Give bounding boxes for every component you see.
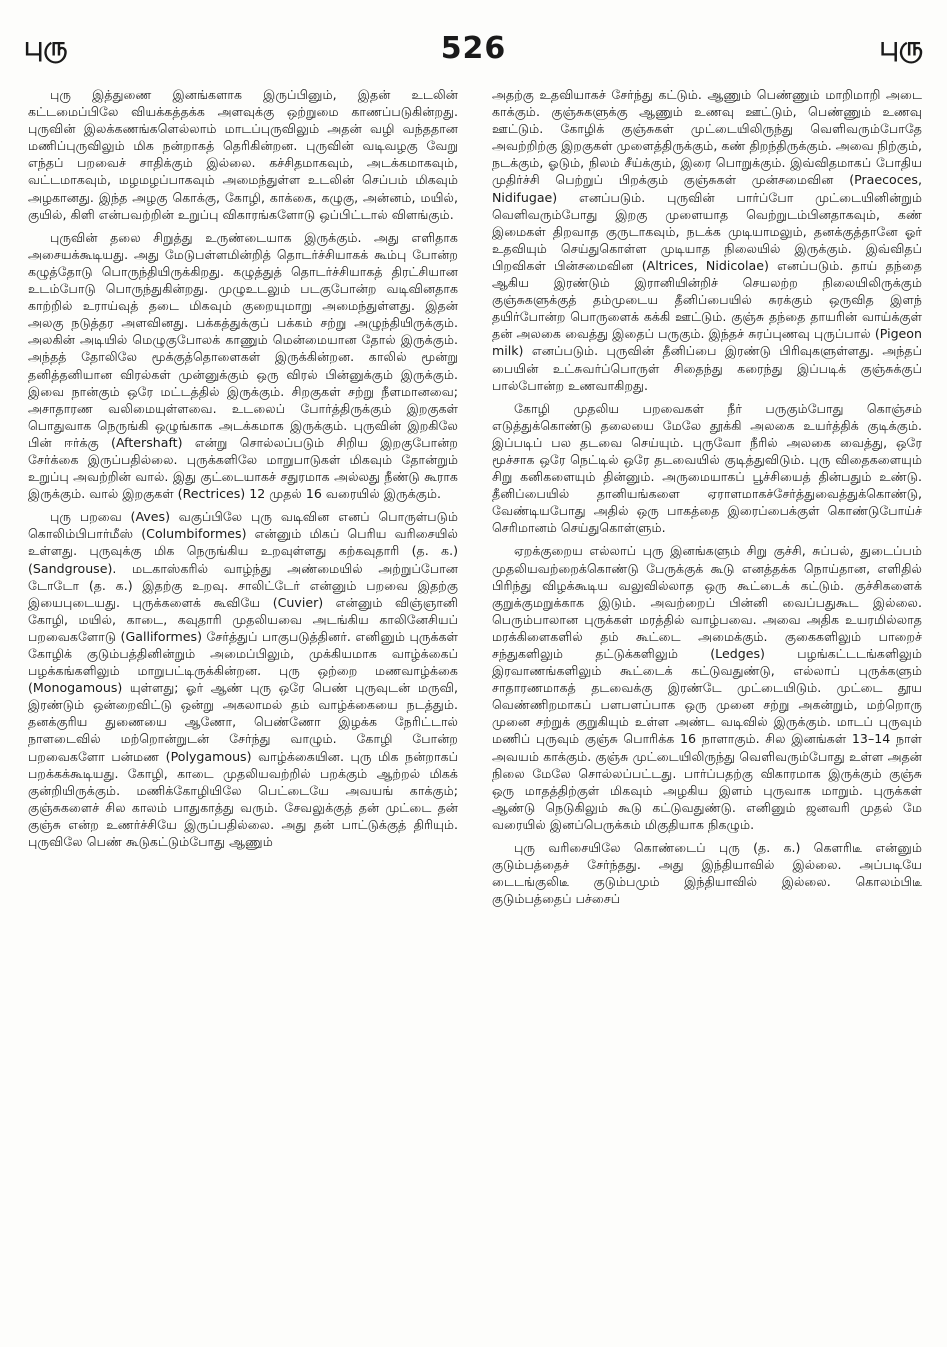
guide-word-right: புரு: [879, 31, 923, 62]
guide-word-left: புரு: [24, 31, 68, 62]
paragraph: கோழி முதலிய பறவைகள் நீர் பருகும்போது கொஞ்சம் எடுத்துக்கொண்டு தலையை மேலே தூக்கி அலகை உயர்த்திக் குடிக்கும். இப்படிப் பல தடவை செய்யும். புருவோ நீரில் அலகை வைத்து, ஒரே மூச்சாக ஒரே நெட்டில் ஒரே தடவையில் குடித்துவிடும். புரு விதைகளையும் சிறு கனிகளையும் தின்னும். அருமையாகப் பூச்சியைத் தின்பதும் உண்டு. தீனிப்பையில் தானியங்களை ஏராளமாகச்சேர்த்துவைத்துக்கொண்டு, வேண்டியபோது அதில் ஒரு பாகத்தை இரைப்பைக்குள் கொண்டுபோய்ச் செரிமானம் செய்துகொள்ளும்.: [492, 400, 922, 536]
paragraph: புரு பறவை (Aves) வகுப்பிலே புரு வடிவின எனப் பொருள்படும் கொலிம்பிபார்மீஸ் (Columbiformes) என்னும் மிகப் பெரிய வரிசையில் உள்ளது. புருவுக்கு மிக நெருங்கிய உறவுள்ளது கற்கவுதாரி (த. க.) (Sandgrouse). மடகாஸ்கரில் வாழ்ந்து அண்மையில் அற்றுப்போன டோடோ (த. க.) இதற்கு உறவு. சாலிட்டேர் என்னும் பறவை இதற்கு இயைபுடையது. புருக்களைக் கூவியே (Cuvier) என்னும் விஞ்ஞானி கோழி, மயில், காடை, கவுதாரி முதலியவை அடங்கிய காலினேசியப் பறவைகளோடு (Galliformes) சேர்த்துப் பாகுபடுத்தினர். எனினும் புருக்கள் கோழிக் குடும்பத்தினின்றும் அமைப்பிலும், முக்கியமாக வாழ்க்கைப் பழக்கங்களிலும் மாறுபட்டிருக்கின்றன. புரு ஒற்றை மணவாழ்க்கை (Monogamous) யுள்ளது; ஓர் ஆண் புரு ஒரே பெண் புருவுடன் மருவி, இரண்டும் ஒன்றைவிட்டு ஒன்று அகலாமல் தம் வாழ்க்கையை நடத்தும். தனக்குரிய துணையை ஆணோ, பெண்ணோ இழக்க நேரிட்டால் நாளடைவில் மற்றொன்றுடன் சேர்ந்து வாழும். கோழி போன்ற பறவைகளோ பன்மண (Polygamous) வாழ்க்கையின. புரு மிக நன்றாகப் பறக்கக்கூடியது. கோழி, காடை முதலியவற்றில் பறக்கும் ஆற்றல் மிகக் குன்றியிருக்கும். மணிக்கோழியிலே பெட்டையே அவயங் காக்கும்; குஞ்சுகளைச் சில காலம் பாதுகாத்து வரும். சேவலுக்குத் தன் முட்டை தன் குஞ்சு என்ற உணர்ச்சியே இருப்பதில்லை. அது தன் பாட்டுக்குத் திரியும். புருவிலே பெண் கூடுகட்டும்போது ஆணும்: [28, 509, 458, 850]
right-column: [492, 86, 922, 1336]
paragraph: புரு வரிசையிலே கொண்டைப் புரு (த. க.) கௌரிடீ என்னும் குடும்பத்தைச் சேர்ந்தது. அது இந்தியாவில் இல்லை. அப்படியே டைடங்குலிடீ குடும்பமும் இந்தியாவில் இல்லை. கொலம்பிடீ குடும்பத்தைப் பச்சைப்: [492, 840, 922, 907]
paragraph: அதற்கு உதவியாகச் சேர்ந்து கட்டும். ஆணும் பெண்ணும் மாறிமாறி அடை காக்கும். குஞ்சுகளுக்கு ஆணும் உணவு ஊட்டும், பெண்ணும் உணவு ஊட்டும். கோழிக் குஞ்சுகள் முட்டையிலிருந்து வெளிவரும்போதே அவற்றிற்கு இறகுகள் முளைத்திருக்கும், கண் திறந்திருக்கும். அவை நிற்கும், நடக்கும், ஓடும், நிலம் சீய்க்கும், இரை பொறுக்கும். இவ்விதமாகப் போதிய முதிர்ச்சி பெற்றுப் பிறக்கும் குஞ்சுகள் முன்சமைவின (Praecoces, Nidifugae) எனப்படும். புருவின் பார்ப்போ முட்டையினின்றும் வெளிவரும்போது இறகு முளையாத வெற்றுடம்பினதாகவும், கண் இமைகள் திறவாத குருடாகவும், நடக்க முடியாமலும், தனக்குத்தானே ஓர் உதவியும் செய்துகொள்ள முடியாத நிலையில் இருக்கும். இவ்விதப் பிறவிகள் பின்சமைவின (Altrices, Nidicolae) எனப்படும். தாய் தந்தை ஆகிய இரண்டும் இரானியின்றிச் செயலற்ற நிலையிலிருக்கும் குஞ்சுகளுக்குத் தம்முடைய தீனிப்பையில் சுரக்கும் ஒருவித இளந் தயிர்போன்ற பொருளைக் கக்கி ஊட்டும். குஞ்சு தந்தை தாயரின் வாய்க்குள் தன் அலகை வைத்து இதைப் பருகும். இந்தச் சுரப்புணவு புருப்பால் (Pigeon milk) எனப்படும். புருவின் தீனிப்பை இரண்டு பிரிவுகளுள்ளது. அந்தப் பையின் உட்சுவர்ப்பொருள் சிதைந்து கரைந்து இப்படிக் குஞ்சுக்குப் பால்போன்ற உணவாகிறது.: [492, 87, 922, 393]
page-header: [24, 28, 923, 68]
page-number: 526: [440, 30, 507, 66]
paragraph: புருவின் தலை சிறுத்து உருண்டையாக இருக்கும். அது எளிதாக அசையக்கூடியது. அது மேடுபள்ளமின்றித் தொடர்ச்சியாகக் கூம்பு போன்ற கழுத்தோடு பொருந்தியிருக்கிறது. கழுத்துத் தொடர்ச்சியாகத் திரட்சியான உடம்போடு பொருந்துகின்றது. முழுஉடலும் படகுபோன்ற வடிவினதாக காற்றில் உராய்வுத் தடை மிகவும் குறையுமாறு அமைந்துள்ளது. இதன் அலகு நடுத்தர அளவினது. பக்கத்துக்குப் பக்கம் சற்று அழுந்தியிருக்கும். அலகின் அடியில் மெழுகுபோலக் காணும் மென்மையான தோல் இருக்கும். அந்தத் தோலிலே மூக்குத்தொளைகள் இருக்கின்றன. காலில் மூன்று தனித்தனியான விரல்கள் முன்னுக்கும் ஒரு விரல் பின்னுக்கும் இருக்கும். இவை நான்கும் ஒரே மட்டத்தில் இருக்கும். சிறகுகள் சற்று நீளமானவை; அசாதாரண வலிமையுள்ளவை. உடலைப் போர்த்திருக்கும் இறகுகள் பொதுவாக நெருங்கி ஒழுங்காக அடக்கமாக இருக்கும். புருவின் இறகிலே பின் ஈர்க்கு (Aftershaft) என்று சொல்லப்படும் சிறிய இறகுபோன்ற சேர்க்கை இருப்பதில்லை. புருக்களிலே மாறுபாடுகள் மிகவும் தோன்றும் உறுப்பு அவற்றின் வால். இது குட்டையாகச் சதுரமாக அல்லது நீண்டு கூராக இருக்கும். வால் இறகுகள் (Rectrices) 12 முதல் 16 வரையில் இருக்கும்.: [28, 229, 458, 502]
paragraph: புரு இத்துணை இனங்களாக இருப்பினும், இதன் உடலின் கட்டமைப்பிலே வியக்கத்தக்க அளவுக்கு ஒற்றுமை காணப்படுகின்றது. புருவின் இலக்கணங்களெல்லாம் மாடப்புருவிலும் அதன் வழி வந்ததான மணிப்புருவிலும் மிக நன்றாகத் தெரிகின்றன. புருவின் வடிவழகு வேறு எந்தப் பறவைச் சாதிக்கும் இல்லை. கச்சிதமாகவும், அடக்கமாகவும், வட்டமாகவும், மழமழப்பாகவும் அமைந்துள்ள உடலின் செப்பம் மிகவும் அழகானது. இந்த அழகு கொக்கு, கோழி, காக்கை, கழுகு, அன்னம், மயில், குயில், கிளி என்பவற்றின் உறுப்பு விகாரங்களோடு ஒப்பிட்டால் விளங்கும்.: [28, 87, 458, 222]
paragraph: ஏறக்குறைய எல்லாப் புரு இனங்களும் சிறு குச்சி, சுப்பல், துடைப்பம் முதலியவற்றைக்கொண்டு பேருக்குக் கூடு எனத்தக்க நொய்தான, எளிதில் பிரிந்து விழக்கூடிய வலுவில்லாத ஒரு கூட்டைக் கட்டும். குச்சிகளைக் குறுக்குமறுக்காக இடும். அவற்றைப் பின்னி வைப்பதுகூட இல்லை. பெரும்பாலான புருக்கள் மரத்தில் வாழ்பவை. அவை அதிக உயரமில்லாத மரக்கிளைகளில் தம் கூட்டை அமைக்கும். குகைகளிலும் பாறைச் சந்துகளிலும் தட்டுக்களிலும் (Ledges) பழங்கட்டடங்களிலும் இரவாணங்களிலும் கூட்டைக் கட்டுவதுண்டு, எல்லாப் புருக்களும் சாதாரணமாகத் தடவைக்கு இரண்டே முட்டையிடும். முட்டை தூய வெண்ணிறமாகப் பளபளப்பாக ஒரு முனை சற்று அகன்றும், மற்றொரு முனை சற்றுக் குறுகியும் உள்ள அண்ட வடிவில் இருக்கும். மாடப் புருவும் மணிப் புருவும் குஞ்சு பொரிக்க 16 நாளாகும். சில இனங்கள் 13–14 நாள் அவயம் காக்கும். குஞ்சு முட்டையிலிருந்து வெளிவரும்போது உள்ள அதன் நிலை மேலே சொல்லப்பட்டது. பார்ப்பதற்கு விகாரமாக இருக்கும் குஞ்சு ஒரு மாதத்திற்குள் மிகவும் அழகிய இளம் புருவாக மாறும். புருக்கள் ஆண்டு நெடுகிலும் கூடு கட்டுவதுண்டு. எனினும் ஜனவரி முதல் மே வரையில் இனப்பெருக்கம் மிகுதியாக நிகழும்.: [492, 543, 922, 832]
text-columns: [28, 86, 922, 1336]
left-column: [28, 86, 458, 1336]
